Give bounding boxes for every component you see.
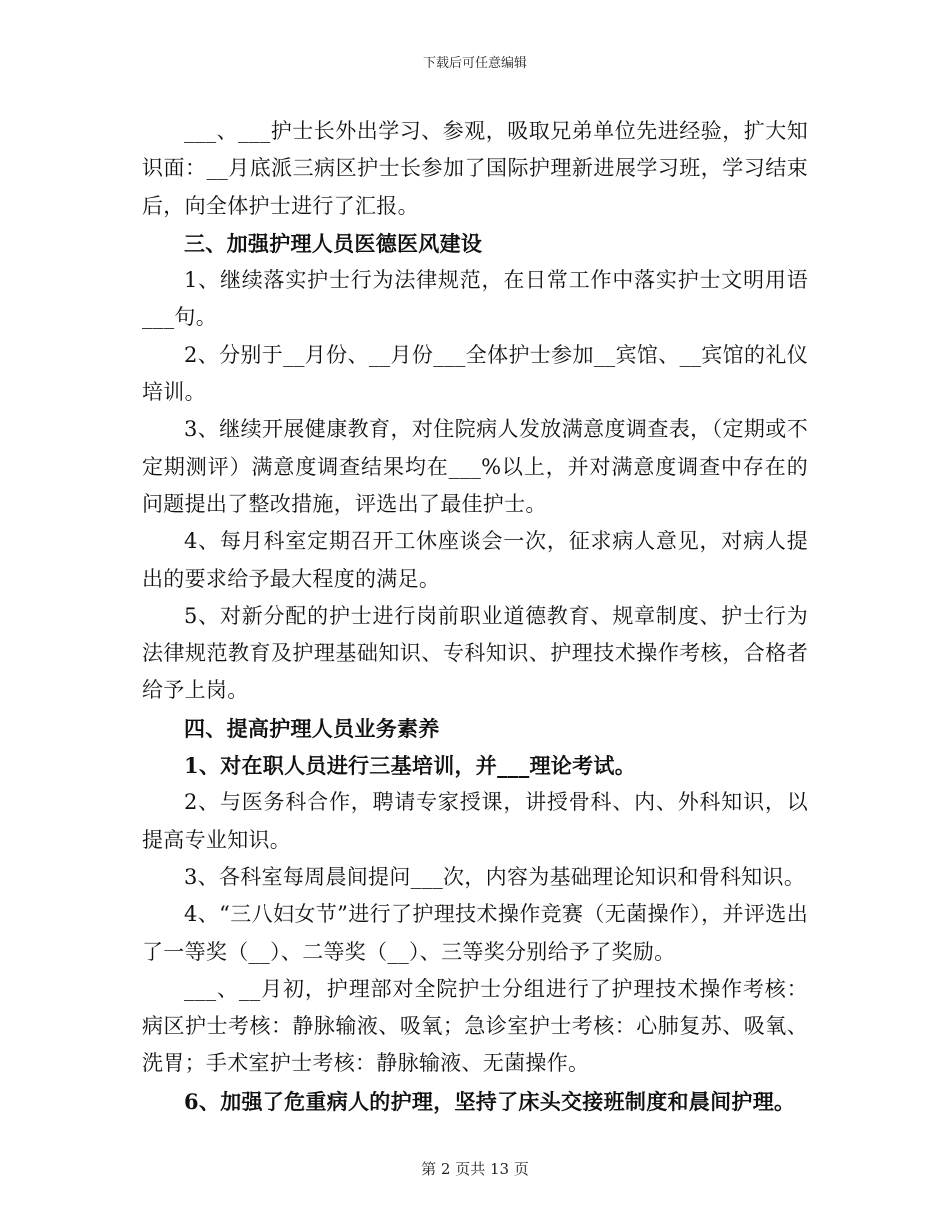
page-footer: 第 2 页共 13 页 [421, 1160, 529, 1178]
paragraph-3-4: 4、每月科室定期召开工休座谈会一次，征求病人意见，对病人提出的要求给予最大程度的满足。 [142, 529, 808, 591]
paragraph-study-visits: ___、___护士长外出学习、参观，吸取兄弟单位先进经验，扩大知识面：__月底派三病区护士长参加了国际护理新进展学习班，学习结束后，向全体护士进行了汇报。 [142, 119, 808, 218]
paragraph-4-5: ___、__月初，护理部对全院护士分组进行了护理技术操作考核：病区护士考核：静脉输液、吸氧；急诊室护士考核：心肺复苏、吸氧、洗胃；手术室护士考核：静脉输液、无菌操作。 [142, 976, 808, 1076]
paragraph-3-2: 2、分别于__月份、__月份___全体护士参加__宾馆、__宾馆的礼仪培训。 [142, 342, 808, 405]
paragraph-4-2: 2、与医务科合作，聘请专家授课，讲授骨科、内、外科知识，以提高专业知识。 [142, 790, 808, 852]
paragraph-4-3: 3、各科室每周晨间提问___次，内容为基础理论知识和骨科知识。 [184, 864, 806, 889]
paragraph-4-6: 6、加强了危重病人的护理，坚持了床头交接班制度和晨间护理。 [184, 1088, 796, 1114]
paragraph-3-5: 5、对新分配的护士进行岗前职业道德教育、规章制度、护士行为法律规范教育及护理基础知识、专科知识、护理技术操作考核，合格者给予上岗。 [142, 603, 808, 703]
section-heading-4: 四、提高护理人员业务素养 [184, 715, 440, 741]
paragraph-3-1: 1、继续落实护士行为法律规范，在日常工作中落实护士文明用语___句。 [142, 268, 808, 330]
page-header: 下载后可任意编辑 [422, 56, 527, 71]
paragraph-4-1: 1、对在职人员进行三基培训，并___理论考试。 [184, 753, 637, 779]
paragraph-4-4: 4、“三八妇女节”进行了护理技术操作竞赛（无菌操作），并评选出了一等奖（__）、二等奖（__）、三等奖分别给予了奖励。 [142, 902, 808, 964]
paragraph-3-3: 3、继续开展健康教育，对住院病人发放满意度调查表，（定期或不定期测评）满意度调查结果均在___%以上，并对满意度调查中存在的问题提出了整改措施，评选出了最佳护士。 [142, 417, 808, 516]
section-heading-3: 三、加强护理人员医德医风建设 [184, 230, 483, 256]
document-body [142, 113, 808, 1120]
